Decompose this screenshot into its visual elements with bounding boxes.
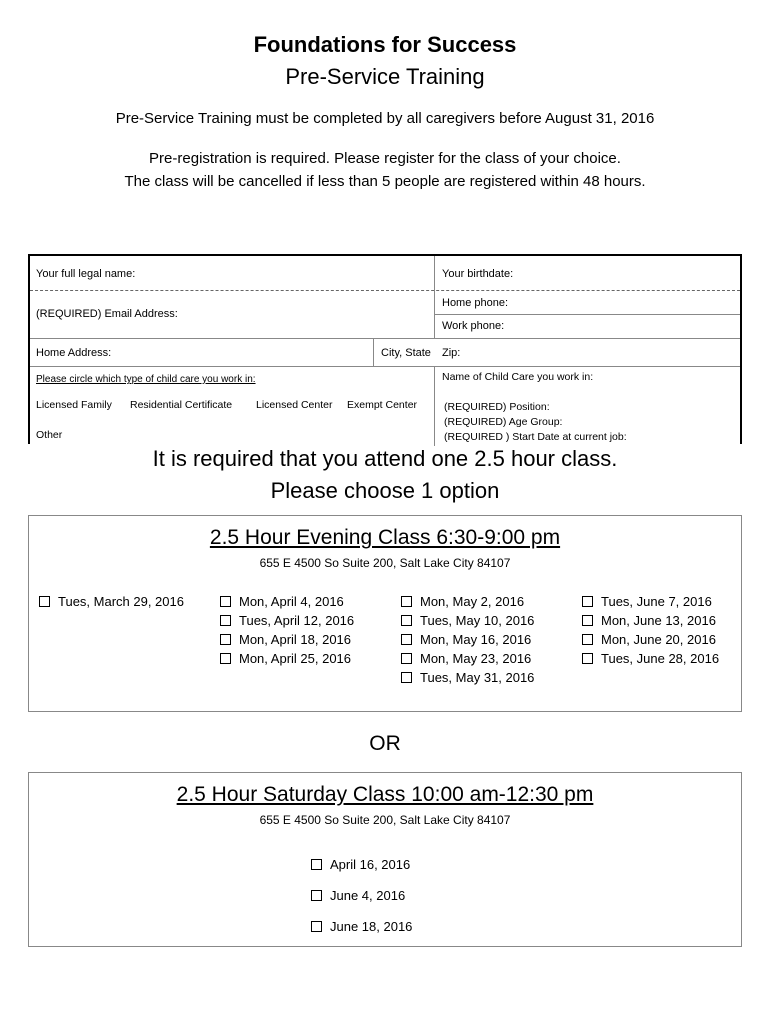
checkbox-icon[interactable] xyxy=(39,596,50,607)
date-option[interactable]: Mon, May 23, 2016 xyxy=(401,649,534,668)
saturday-class-heading: 2.5 Hour Saturday Class 10:00 am-12:30 pm xyxy=(176,783,594,806)
checkbox-icon[interactable] xyxy=(401,634,412,645)
evening-column-april xyxy=(220,592,354,668)
care-type-prompt: Please circle which type of child care you work in: xyxy=(36,374,256,385)
checkbox-icon[interactable] xyxy=(401,596,412,607)
care-type-other[interactable]: Other xyxy=(36,429,63,441)
date-option[interactable]: Tues, May 31, 2016 xyxy=(401,668,534,687)
date-option[interactable]: Mon, April 4, 2016 xyxy=(220,592,354,611)
choose-option-text: Please choose 1 option xyxy=(270,478,500,503)
deadline-text: Pre-Service Training must be completed by all caregivers before August 31, 2016 xyxy=(115,110,655,127)
evening-column-june xyxy=(582,592,719,668)
evening-column-march xyxy=(39,592,184,611)
checkbox-icon[interactable] xyxy=(220,634,231,645)
checkbox-icon[interactable] xyxy=(220,653,231,664)
child-care-name-field[interactable]: Name of Child Care you work in: xyxy=(442,371,594,383)
full-name-field[interactable]: Your full legal name: xyxy=(36,268,136,280)
date-option[interactable]: June 4, 2016 xyxy=(311,880,412,911)
date-option[interactable]: Mon, April 25, 2016 xyxy=(220,649,354,668)
checkbox-icon[interactable] xyxy=(311,921,322,932)
checkbox-icon[interactable] xyxy=(582,596,593,607)
work-phone-field[interactable]: Work phone: xyxy=(442,320,505,332)
checkbox-icon[interactable] xyxy=(311,859,322,870)
evening-class-heading: 2.5 Hour Evening Class 6:30-9:00 pm xyxy=(209,526,561,549)
care-type-exempt-center[interactable]: Exempt Center xyxy=(347,399,418,411)
evening-class-box xyxy=(28,515,742,712)
date-option[interactable]: Tues, March 29, 2016 xyxy=(39,592,184,611)
checkbox-icon[interactable] xyxy=(220,615,231,626)
date-option[interactable]: April 16, 2016 xyxy=(311,849,412,880)
email-field[interactable]: (REQUIRED) Email Address: xyxy=(36,308,178,320)
date-option[interactable]: Tues, April 12, 2016 xyxy=(220,611,354,630)
checkbox-icon[interactable] xyxy=(582,653,593,664)
care-type-residential-certificate[interactable]: Residential Certificate xyxy=(130,399,233,411)
page-subtitle: Pre-Service Training xyxy=(285,64,485,89)
city-state-field[interactable]: City, State xyxy=(381,347,431,359)
page-title: Foundations for Success xyxy=(253,32,517,57)
checkbox-icon[interactable] xyxy=(401,653,412,664)
saturday-class-address: 655 E 4500 So Suite 200, Salt Lake City 84107 xyxy=(259,813,511,827)
position-field[interactable]: (REQUIRED) Position: xyxy=(444,401,550,413)
age-group-field[interactable]: (REQUIRED) Age Group: xyxy=(444,416,563,428)
start-date-field[interactable]: (REQUIRED ) Start Date at current job: xyxy=(444,431,627,443)
date-option[interactable]: Mon, June 13, 2016 xyxy=(582,611,719,630)
date-option[interactable]: Tues, June 7, 2016 xyxy=(582,592,719,611)
home-address-field[interactable]: Home Address: xyxy=(36,347,112,359)
date-option[interactable]: Mon, June 20, 2016 xyxy=(582,630,719,649)
checkbox-icon[interactable] xyxy=(401,615,412,626)
date-option[interactable]: June 18, 2016 xyxy=(311,911,412,942)
saturday-date-list xyxy=(311,849,412,942)
requirement-text: It is required that you attend one 2.5 hour class. xyxy=(152,446,618,471)
care-type-licensed-family[interactable]: Licensed Family xyxy=(36,399,112,411)
checkbox-icon[interactable] xyxy=(582,634,593,645)
date-option[interactable]: Tues, May 10, 2016 xyxy=(401,611,534,630)
checkbox-icon[interactable] xyxy=(220,596,231,607)
date-option[interactable]: Mon, April 18, 2016 xyxy=(220,630,354,649)
or-separator: OR xyxy=(369,732,401,755)
checkbox-icon[interactable] xyxy=(311,890,322,901)
date-option[interactable]: Mon, May 16, 2016 xyxy=(401,630,534,649)
date-option[interactable]: Mon, May 2, 2016 xyxy=(401,592,534,611)
registration-form xyxy=(28,254,742,444)
checkbox-icon[interactable] xyxy=(582,615,593,626)
zip-field[interactable]: Zip: xyxy=(442,347,461,359)
birthdate-field[interactable]: Your birthdate: xyxy=(442,268,514,280)
cancellation-text: The class will be cancelled if less than 5 people are registered within 48 hours. xyxy=(124,173,646,190)
care-type-licensed-center[interactable]: Licensed Center xyxy=(256,399,333,411)
evening-column-may xyxy=(401,592,534,687)
preregistration-text: Pre-registration is required. Please register for the class of your choice. xyxy=(149,150,621,167)
evening-class-address: 655 E 4500 So Suite 200, Salt Lake City 84107 xyxy=(259,556,511,570)
home-phone-field[interactable]: Home phone: xyxy=(442,297,509,309)
checkbox-icon[interactable] xyxy=(401,672,412,683)
date-option[interactable]: Tues, June 28, 2016 xyxy=(582,649,719,668)
saturday-class-box xyxy=(28,772,742,947)
